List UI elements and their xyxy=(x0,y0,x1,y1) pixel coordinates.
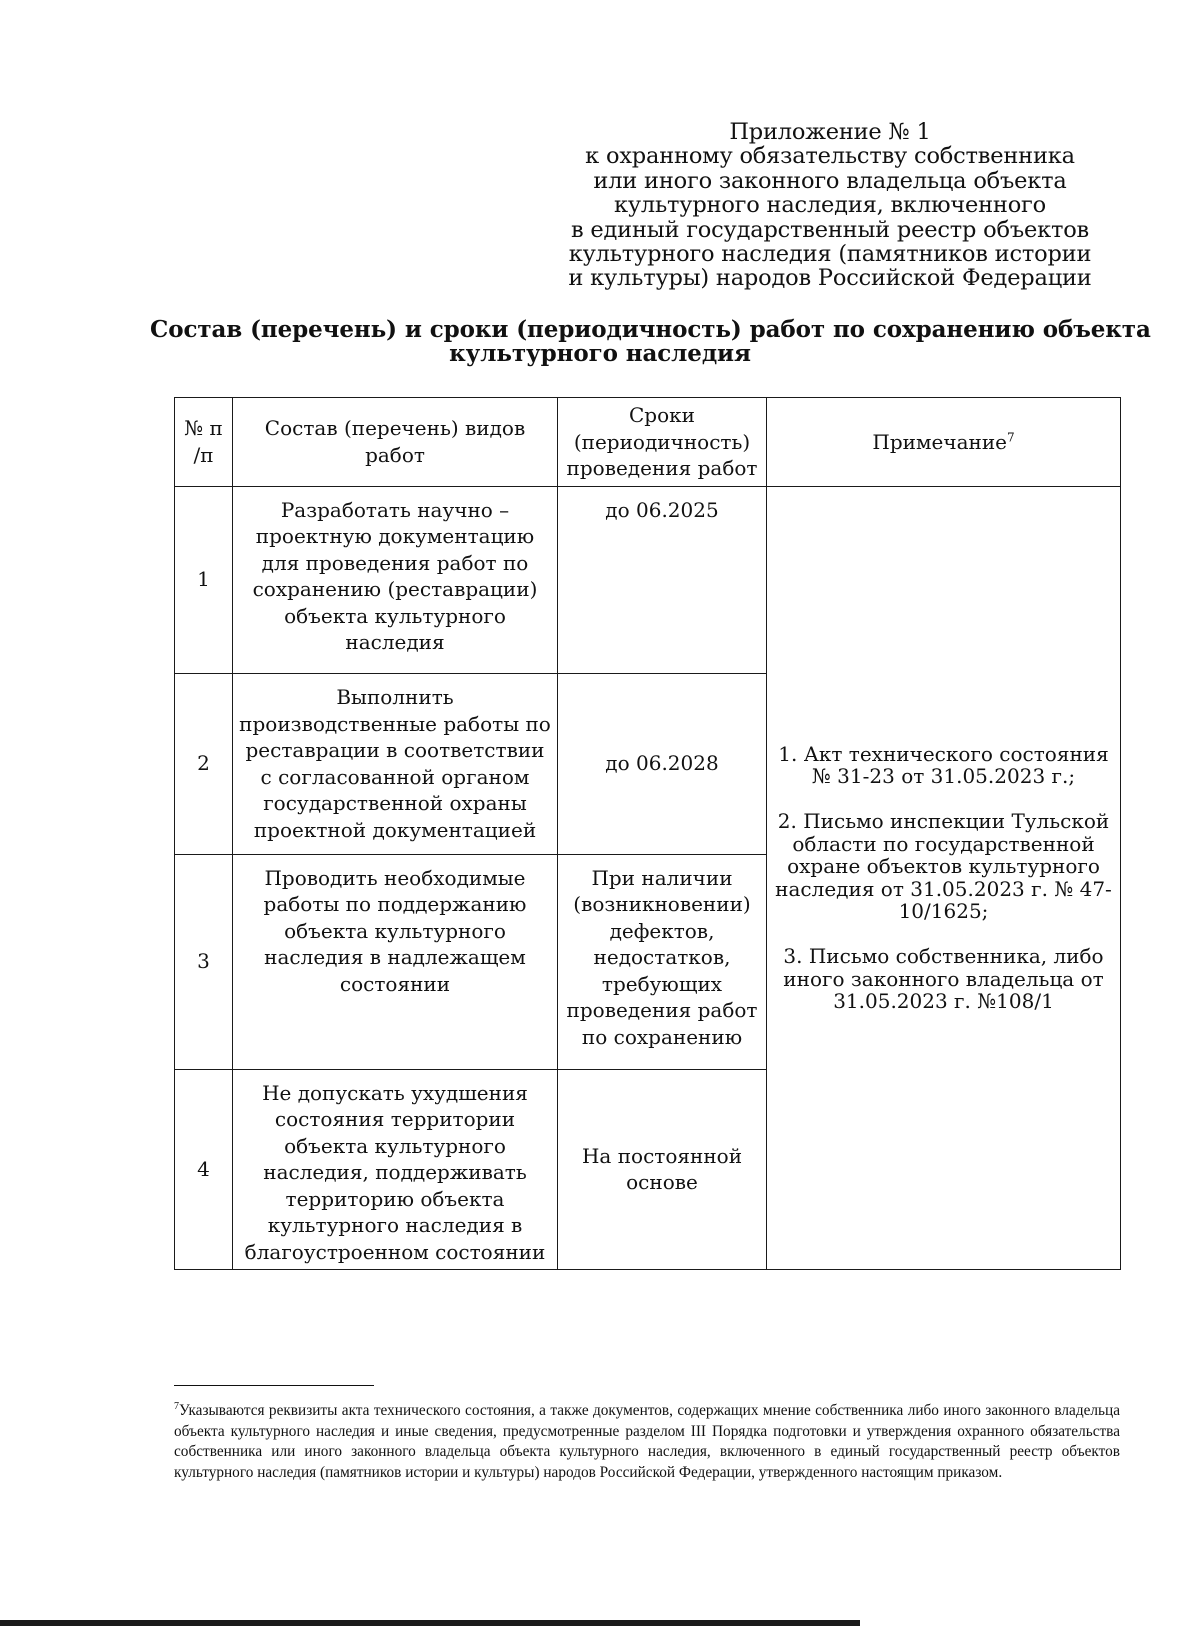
appendix-line: Приложение № 1 xyxy=(729,119,931,145)
appendix-line: культурного наследия (памятников истории xyxy=(568,241,1092,268)
row-num: 2 xyxy=(175,673,233,854)
row-terms: до 06.2028 xyxy=(558,673,767,854)
row-terms: На постоянной основе xyxy=(558,1069,767,1270)
title-line-1: Состав (перечень) и сроки (периодичность) работ по сохранению объекта xyxy=(150,316,1151,343)
header-works: Состав (перечень) видов работ xyxy=(233,398,558,487)
row-num: 1 xyxy=(175,486,233,673)
document-title xyxy=(150,316,1151,367)
appendix-line: или иного законного владельца объекта xyxy=(593,167,1067,194)
header-terms: Сроки (периодичность) проведения работ xyxy=(558,398,767,487)
table-header-row xyxy=(175,398,1121,487)
footnote-number: 7 xyxy=(174,1401,179,1412)
note-item-1: 1. Акт технического состояния № 31-23 от 31.05.2023 г.; xyxy=(778,741,1109,789)
appendix-header xyxy=(560,120,1100,291)
row-works: Выполнить производственные работы по реставрации в соответствии с согласованной органом государственной охраны проектной документацией xyxy=(233,673,558,854)
works-table xyxy=(174,397,1121,1270)
note-cell xyxy=(767,486,1121,1270)
footnote-divider xyxy=(174,1385,374,1386)
appendix-line: культурного наследия, включенного xyxy=(613,192,1046,219)
footnote xyxy=(174,1397,1120,1483)
row-num: 3 xyxy=(175,854,233,1069)
row-works: Проводить необходимые работы по поддержанию объекта культурного наследия в надлежащем состоянии xyxy=(233,854,558,1069)
table-row xyxy=(175,486,1121,673)
note-item-3: 3. Письмо собственника, либо иного законного владельца от 31.05.2023 г. №108/1 xyxy=(783,943,1104,1014)
note-item-2: 2. Письмо инспекции Тульской области по государственной охране объектов культурного наследия от 31.05.2023 г. № 47-10/1625; xyxy=(775,808,1112,924)
row-terms: до 06.2025 xyxy=(558,486,767,673)
scan-edge-bar xyxy=(0,1620,860,1626)
header-num: № п /п xyxy=(175,398,233,487)
header-note xyxy=(767,398,1121,487)
row-terms: При наличии (возникновении) дефектов, недостатков, требующих проведения работ по сохранению xyxy=(558,854,767,1069)
appendix-line: и культуры) народов Российской Федерации xyxy=(568,265,1092,292)
row-num: 4 xyxy=(175,1069,233,1270)
footnote-text: Указываются реквизиты акта технического состояния, а также документов, содержащих мнение собственника либо иного законного владельца объекта культурного наследия и иные сведения, предусмотренные разделом III Порядка подготовки и утверждения охранного обязательства собственника или иного законного владельца объекта культурного наследия, включенного в единый государственный реестр объектов культурного наследия (памятников истории и культуры) народов Российской Федерации, утвержденного настоящим приказом. xyxy=(174,1402,1120,1481)
appendix-line: к охранному обязательству собственника xyxy=(585,143,1075,170)
header-note-label: Примечание xyxy=(872,429,1007,454)
appendix-line: в единый государственный реестр объектов xyxy=(570,216,1090,243)
row-works: Разработать научно – проектную документацию для проведения работ по сохранению (реставрации) объекта культурного наследия xyxy=(233,486,558,673)
footnote-mark: 7 xyxy=(1006,429,1015,444)
title-line-2: культурного наследия xyxy=(449,340,751,367)
row-works: Не допускать ухудшения состояния территории объекта культурного наследия, поддерживать территорию объекта культурного наследия в благоустроенном состоянии xyxy=(233,1069,558,1270)
